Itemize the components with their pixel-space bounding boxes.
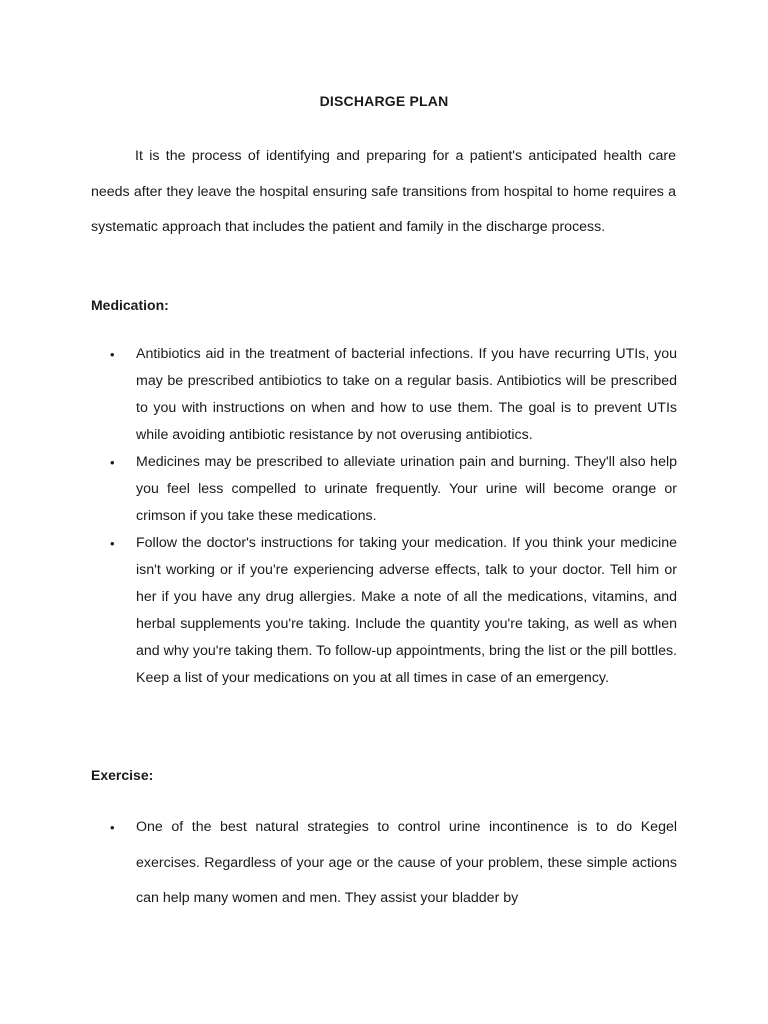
list-item-text: One of the best natural strategies to control urine incontinence is to do Kegel exercises. Regardless of your age or the cause of your problem, these simple actions can help many women and men. They assist your bladder by [136, 819, 677, 906]
list-item [91, 449, 677, 530]
bullet-icon: • [110, 347, 115, 362]
medication-list [91, 341, 677, 692]
list-item-text: Medicines may be prescribed to alleviate urination pain and burning. They'll also help you feel less compelled to urinate frequently. Your urine will become orange or crimson if you take these medications. [136, 454, 677, 524]
exercise-list [91, 810, 677, 917]
medication-heading: Medication: [91, 297, 169, 313]
bullet-icon: • [110, 820, 115, 835]
document-title: DISCHARGE PLAN [319, 93, 449, 109]
list-item-text: Follow the doctor's instructions for taking your medication. If you think your medicine isn't working or if you're experiencing adverse effects, talk to your doctor. Tell him or her if you have any drug allergies. Make a note of all the medications, vitamins, and herbal supplements you're taking. Include the quantity you're taking, as well as when and why you're taking them. To follow-up appointments, bring the list or the pill bottles. Keep a list of your medications on you at all times in case of an emergency. [136, 535, 677, 686]
exercise-heading: Exercise: [91, 767, 154, 783]
intro-paragraph: It is the process of identifying and preparing for a patient's anticipated health care needs after they leave the hospital ensuring safe transitions from hospital to home requires a systematic approach that includes the patient and family in the discharge process. [91, 148, 676, 235]
list-item [91, 530, 677, 692]
list-item [91, 341, 677, 449]
bullet-icon: • [110, 455, 115, 470]
list-item-text: Antibiotics aid in the treatment of bacterial infections. If you have recurring UTIs, you may be prescribed antibiotics to take on a regular basis. Antibiotics will be prescribed to you with instructions on when and how to use them. The goal is to prevent UTIs while avoiding antibiotic resistance by not overusing antibiotics. [136, 346, 677, 443]
bullet-icon: • [110, 536, 115, 551]
list-item [91, 810, 677, 917]
